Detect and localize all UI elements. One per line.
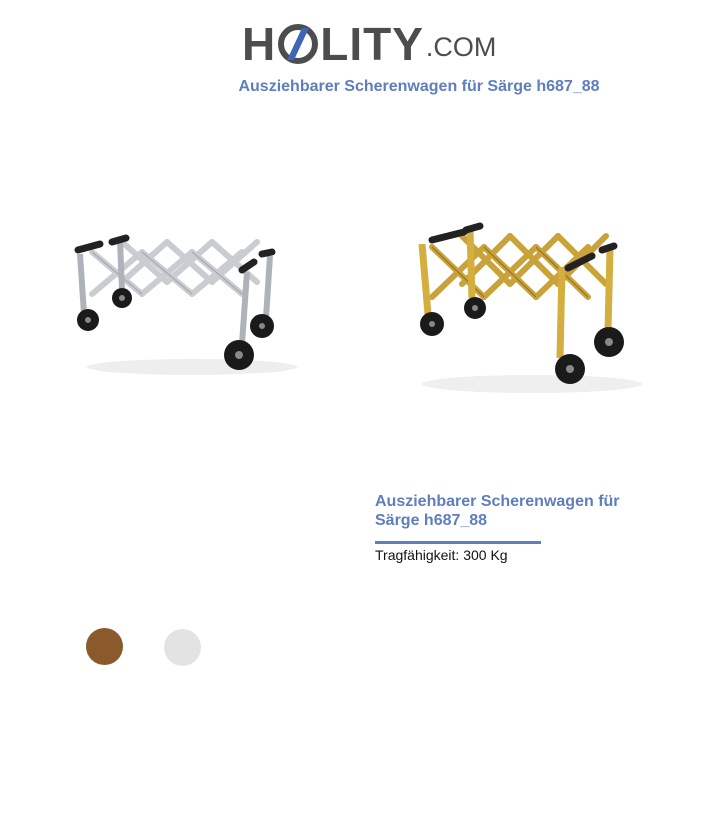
load-capacity-spec: Tragfähigkeit: 300 Kg: [375, 547, 508, 563]
brand-tld: .COM: [425, 32, 497, 62]
product-title: Ausziehbarer Scherenwagen für Särge h687_88: [375, 493, 620, 529]
document-title: Ausziehbarer Scherenwagen für Särge h687_88: [238, 78, 600, 95]
brand-letter-h: H: [242, 18, 277, 70]
product-image-gold: [392, 212, 642, 400]
color-swatch-silver[interactable]: [164, 629, 201, 666]
brand-logo[interactable]: [242, 12, 496, 68]
logo-o-icon: [278, 24, 318, 64]
product-image-silver: [62, 222, 302, 382]
brand-wordmark: [242, 20, 424, 68]
color-swatch-brown[interactable]: [86, 628, 123, 665]
title-underline: [375, 541, 541, 544]
brand-letters-lity: LITY: [320, 18, 424, 70]
